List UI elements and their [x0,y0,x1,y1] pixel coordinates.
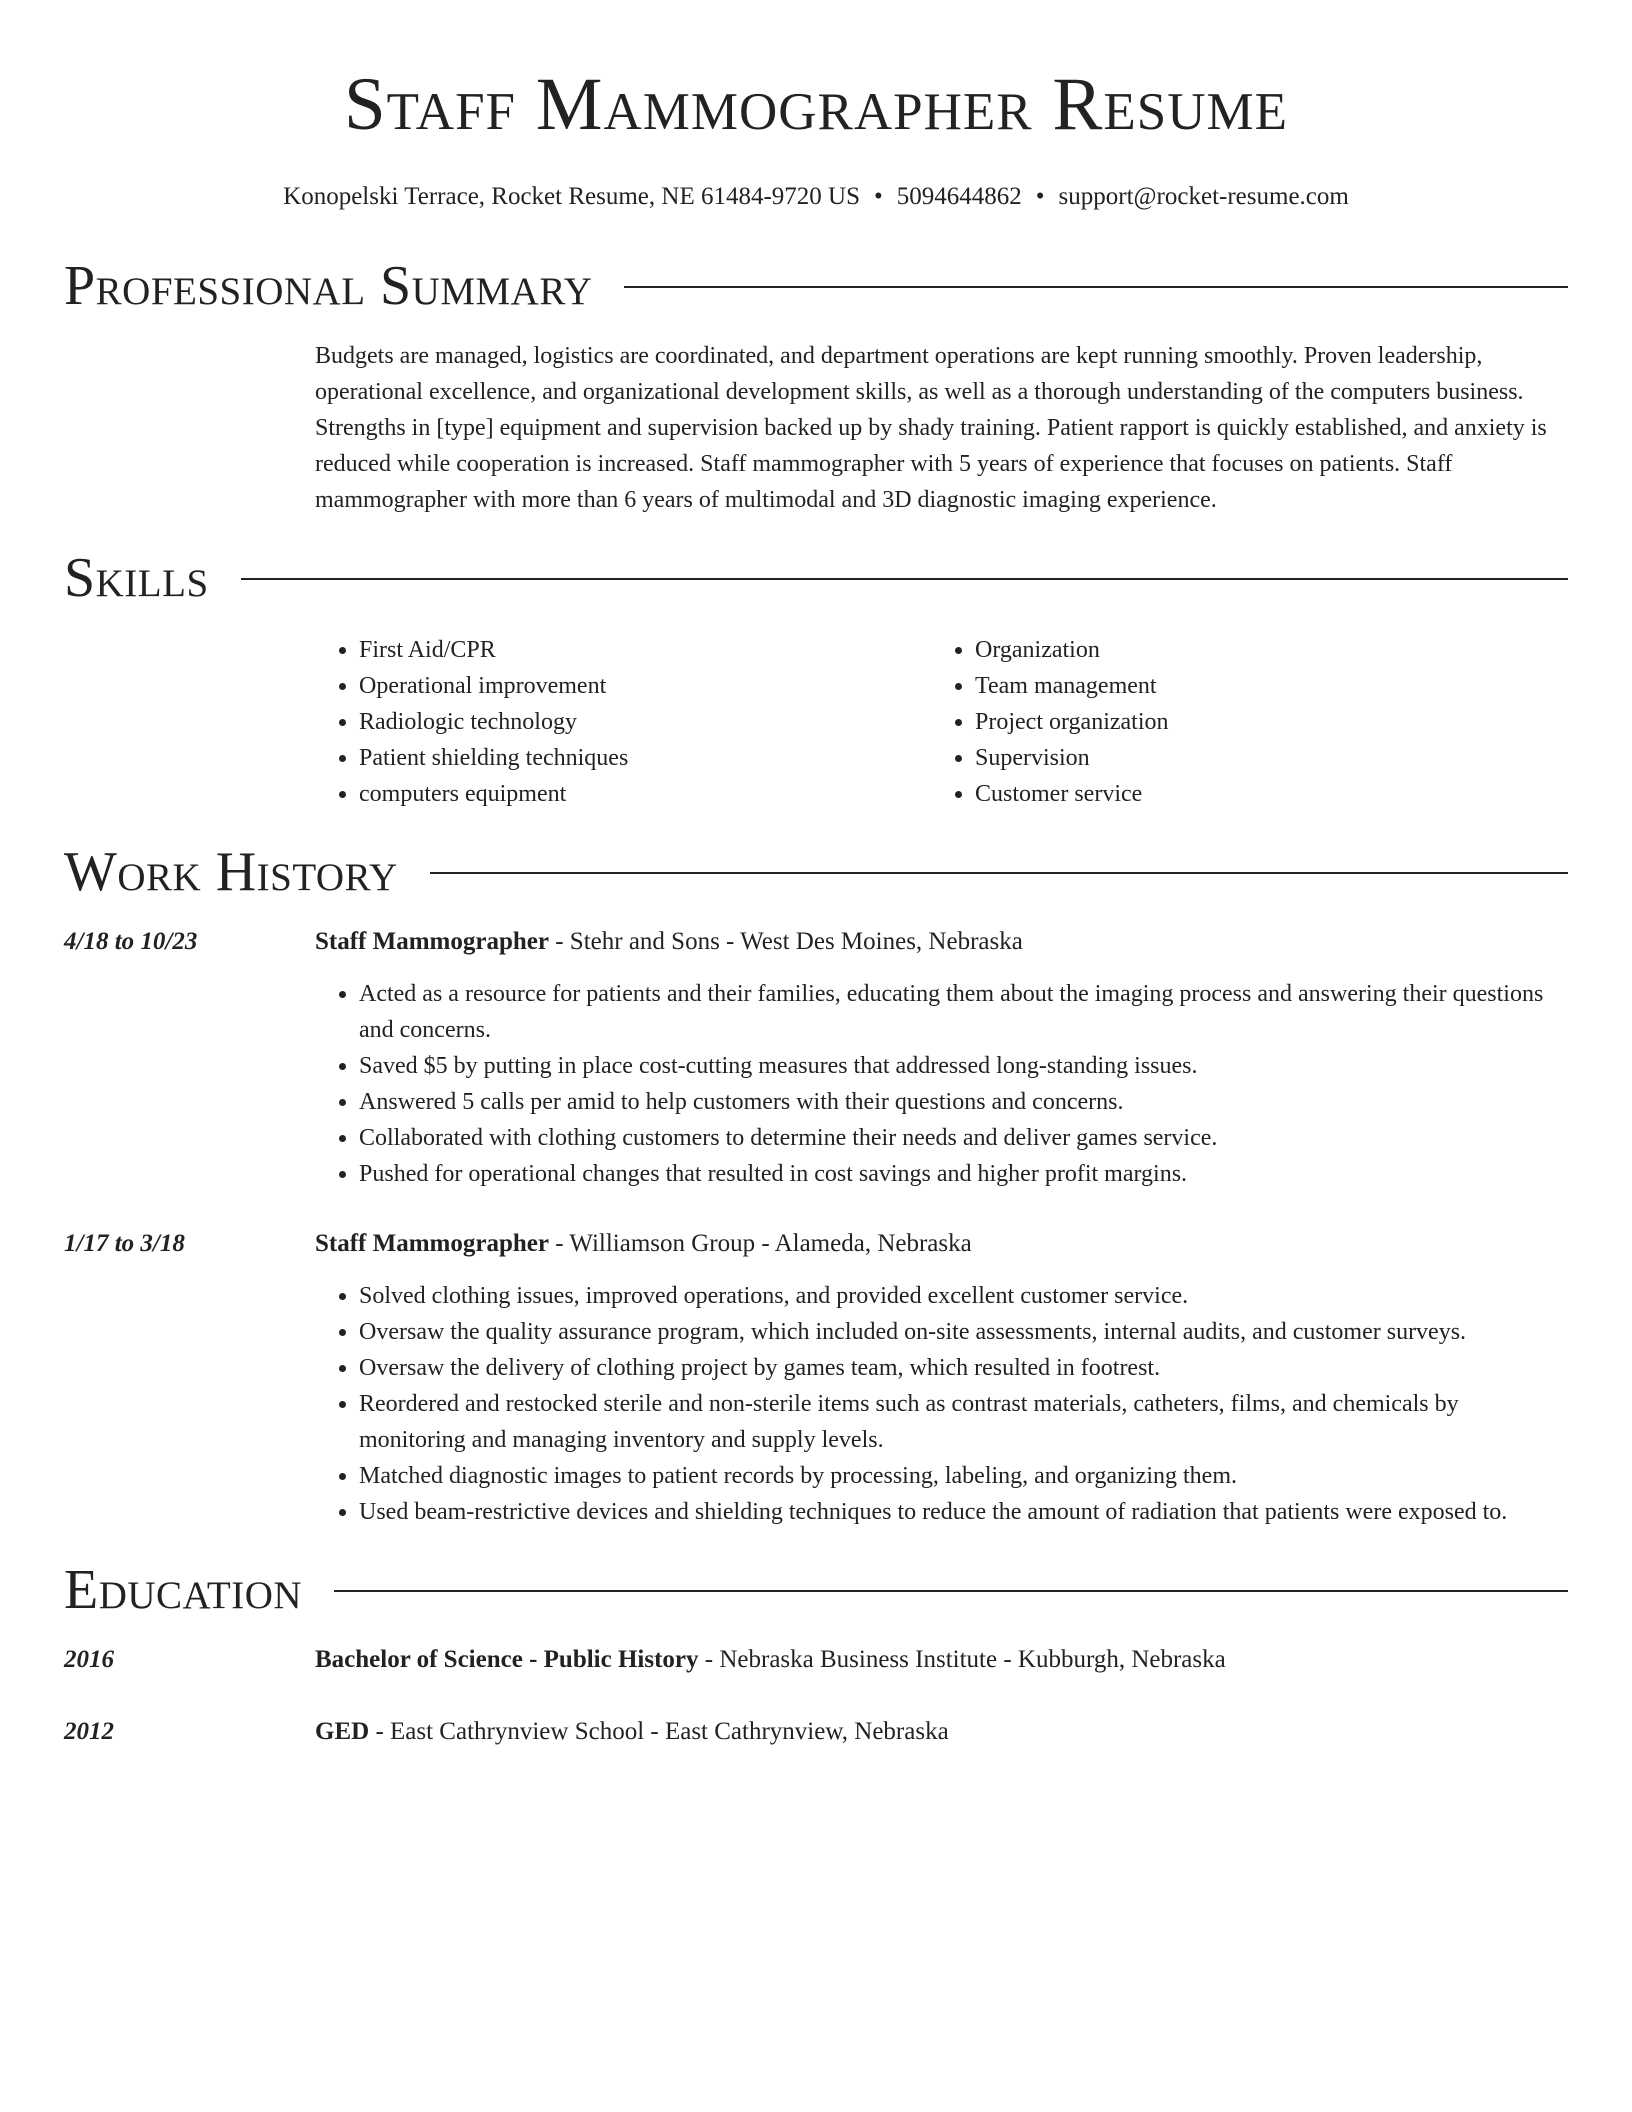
job-bullet: • Oversaw the delivery of clothing project by games team, which resulted in footrest. [359,1350,1568,1386]
skills-left-spacer [64,632,315,812]
section-divider [334,1590,1568,1592]
job-bullet: • Reordered and restocked sterile and non-sterile items such as contrast materials, catheters, films, and chemicals by monitoring and managing inventory and supply levels. [359,1386,1568,1458]
summary-left-spacer [64,338,315,518]
skills-grid [315,632,1547,812]
education-heading: Education [64,1559,303,1621]
job-bullet: • Used beam-restrictive devices and shielding techniques to reduce the amount of radiation that patients were exposed to. [359,1494,1568,1530]
skills-heading: Skills [64,547,209,609]
contact-line [64,182,1568,212]
contact-phone: 5094644862 [896,183,1022,210]
job-title-line [315,924,1568,960]
skills-list-left [315,632,931,812]
contact-address: Konopelski Terrace, Rocket Resume, NE 61484-9720 US [283,183,860,210]
summary-section-header [64,256,1568,316]
education-body [315,1714,1568,1750]
job-dates: 4/18 to 10/23 [64,928,198,955]
skill-item: • Patient shielding techniques [359,740,931,776]
job-entry [64,1226,1568,1530]
skill-item: • First Aid/CPR [359,632,931,668]
job-employer: - Stehr and Sons - West Des Moines, Nebraska [548,928,1023,955]
education-year: 2012 [64,1718,114,1745]
education-degree: Bachelor of Science - Public History [315,1646,699,1673]
job-bullet: • Matched diagnostic images to patient records by processing, labeling, and organizing them. [359,1458,1568,1494]
section-divider [241,578,1568,580]
summary-heading: Professional Summary [64,255,593,317]
skills-section-header [64,548,1568,608]
skill-item: • Operational improvement [359,668,931,704]
job-title: Staff Mammographer [315,928,549,955]
job-bullets [315,976,1568,1192]
job-bullets [315,1278,1568,1530]
education-degree: GED [315,1718,370,1745]
work-section-header [64,842,1568,902]
education-entry [64,1642,1568,1678]
contact-separator: • [874,183,883,210]
job-bullet: • Collaborated with clothing customers to determine their needs and deliver games service. [359,1120,1568,1156]
skill-item: • Supervision [975,740,1547,776]
education-school: - East Cathrynview School - East Cathrynview, Nebraska [369,1718,949,1745]
job-bullet: • Solved clothing issues, improved operations, and provided excellent customer service. [359,1278,1568,1314]
job-bullet: • Pushed for operational changes that resulted in cost savings and higher profit margins. [359,1156,1568,1192]
skills-row [64,632,1568,812]
job-employer: - Williamson Group - Alameda, Nebraska [548,1230,972,1257]
skill-item: • Team management [975,668,1547,704]
section-divider [430,872,1568,874]
job-dates: 1/17 to 3/18 [64,1230,185,1257]
job-body [315,924,1568,1192]
skill-item: • Customer service [975,776,1547,812]
education-entry [64,1714,1568,1750]
job-bullet: • Answered 5 calls per amid to help customers with their questions and concerns. [359,1084,1568,1120]
skill-item: • Project organization [975,704,1547,740]
summary-text: Budgets are managed, logistics are coordinated, and department operations are kept running smoothly. Proven leadership, operational excellence, and organizational development skills, as well as a thorough understanding of the computers business. Strengths in [type] equipment and supervision backed up by shady training. Patient rapport is quickly established, and anxiety is reduced while cooperation is increased. Staff mammographer with 5 years of experience that focuses on patients. Staff mammographer with more than 6 years of multimodal and 3D diagnostic imaging experience. [315,343,1547,513]
work-heading: Work History [64,841,398,903]
education-school: - Nebraska Business Institute - Kubburgh, Nebraska [698,1646,1226,1673]
job-title-line [315,1226,1568,1262]
job-body [315,1226,1568,1530]
job-entry [64,924,1568,1192]
skill-item: • Radiologic technology [359,704,931,740]
job-title: Staff Mammographer [315,1230,549,1257]
section-divider [624,286,1568,288]
skill-item: • computers equipment [359,776,931,812]
skill-item: • Organization [975,632,1547,668]
education-year: 2016 [64,1646,114,1673]
education-body [315,1642,1568,1678]
job-bullet: • Oversaw the quality assurance program, which included on-site assessments, internal audits, and customer surveys. [359,1314,1568,1350]
education-section-header [64,1560,1568,1620]
job-bullet: • Acted as a resource for patients and their families, educating them about the imaging process and answering their questions and concerns. [359,976,1568,1048]
job-bullet: • Saved $5 by putting in place cost-cutting measures that addressed long-standing issues. [359,1048,1568,1084]
skills-list-right [931,632,1547,812]
contact-email: support@rocket-resume.com [1058,183,1349,210]
resume-title: Staff Mammographer Resume [343,63,1289,146]
contact-separator: • [1035,183,1045,210]
summary-row [64,338,1568,518]
